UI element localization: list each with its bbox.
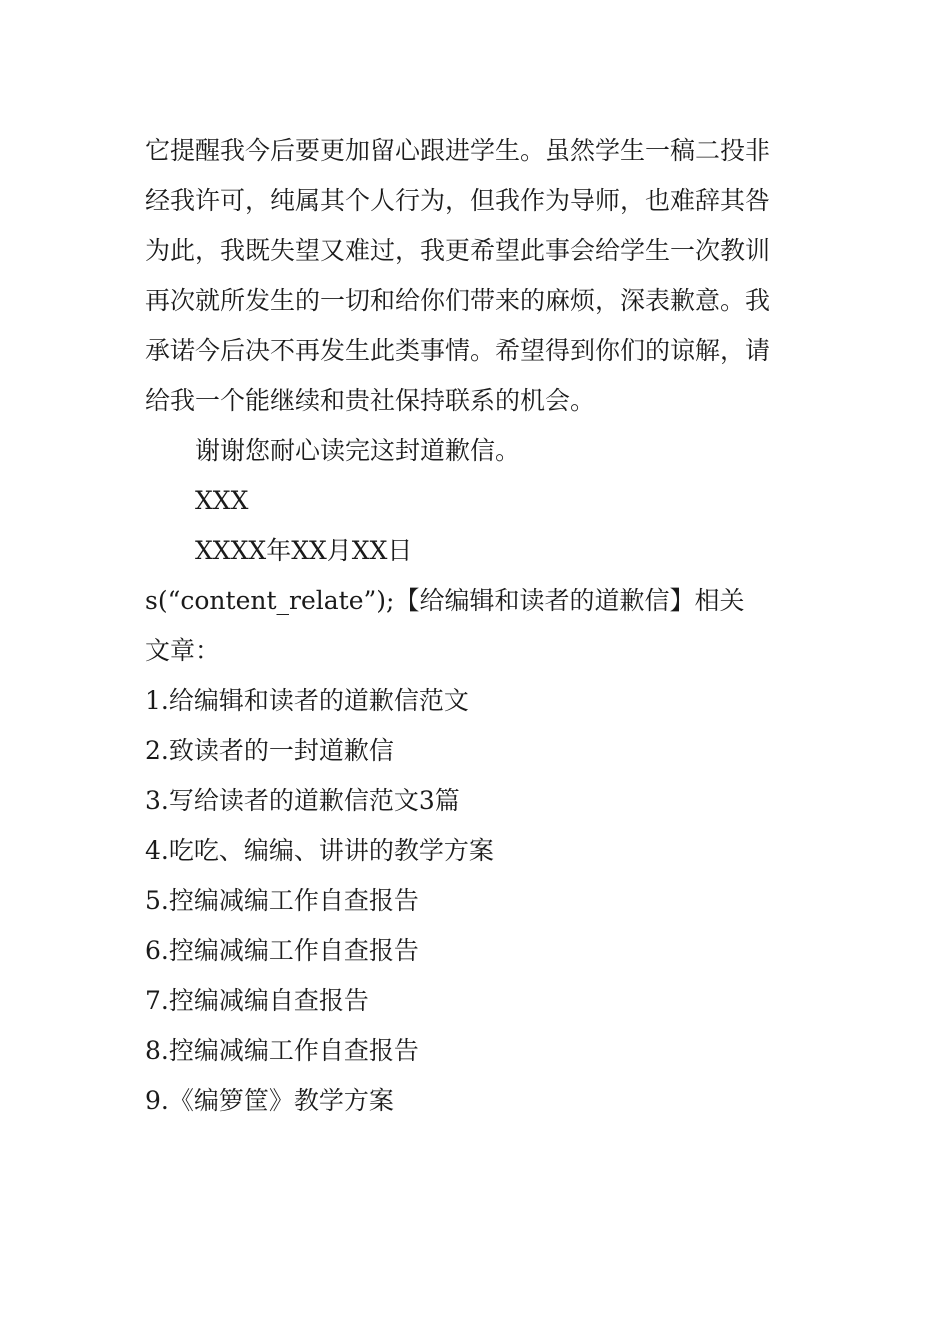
paragraph-line: 为此，我既失望又难过，我更希望此事会给学生一次教训 — [145, 236, 771, 265]
paragraph-line: 承诺今后决不再发生此类事情。希望得到你们的谅解，请 — [145, 336, 771, 365]
related-article-link[interactable]: 2.致读者的一封道歉信 — [145, 736, 394, 765]
paragraph-line: 给我一个能继续和贵社保持联系的机会。 — [145, 386, 596, 415]
signature: XXX — [195, 486, 249, 515]
related-article-link[interactable]: 7.控编减编自查报告 — [145, 986, 369, 1015]
related-article-link[interactable]: 9.《编箩筐》教学方案 — [145, 1086, 394, 1115]
paragraph-line: 它提醒我今后要更加留心跟进学生。虽然学生一稿二投非 — [145, 136, 771, 165]
date: XXXX年XX月XX日 — [195, 536, 413, 565]
related-article-link[interactable]: 1.给编辑和读者的道歉信范文 — [145, 686, 469, 715]
related-article-link[interactable]: 8.控编减编工作自查报告 — [145, 1036, 419, 1065]
paragraph-line: 再次就所发生的一切和给你们带来的麻烦，深表歉意。我 — [145, 286, 771, 315]
related-article-link[interactable]: 3.写给读者的道歉信范文3篇 — [145, 786, 460, 815]
closing-line: 谢谢您耐心读完这封道歉信。 — [195, 436, 521, 465]
related-article-link[interactable]: 4.吃吃、编编、讲讲的教学方案 — [145, 836, 494, 865]
related-heading: s(“content_relate”);【给编辑和读者的道歉信】相关 — [145, 586, 745, 615]
related-article-link[interactable]: 5.控编减编工作自查报告 — [145, 886, 419, 915]
related-heading-continued: 文章： — [145, 636, 221, 665]
paragraph-line: 经我许可，纯属其个人行为，但我作为导师，也难辞其咎 — [145, 186, 771, 215]
related-article-link[interactable]: 6.控编减编工作自查报告 — [145, 936, 419, 965]
letter-body — [145, 126, 810, 1126]
